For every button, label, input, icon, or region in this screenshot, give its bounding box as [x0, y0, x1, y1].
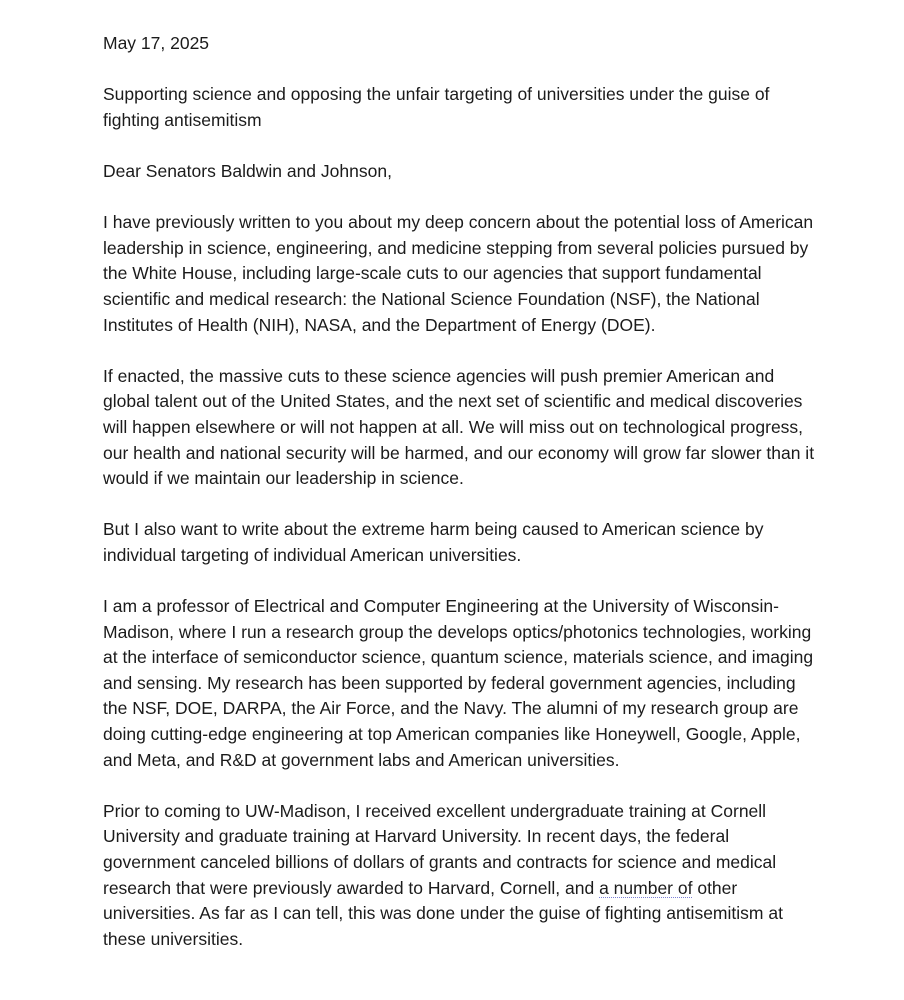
paragraph-text-start: Prior to coming to UW-Madison, I received excellent undergraduate training at Cornell University and graduate training at Harvard University. In recent days, the federal government canceled billions of dollars of grants and contracts for science and medical research that were previously awarded to Harvard, Cornell, and [103, 800, 777, 898]
a-number-of-link[interactable]: a number of [599, 877, 693, 898]
letter-salutation: Dear Senators Baldwin and Johnson, [103, 160, 392, 181]
paragraph-cuts-impact: If enacted, the massive cuts to these science agencies will push premier American and global talent out of the United States, and the next set of scientific and medical discoveries will happen elsewhere or will not happen at all. We will miss out on technological progress, our health and national security will be harmed, and our economy will grow far slower than it would if we maintain our leadership in science. [103, 365, 815, 489]
paragraph-text-end: other universities. As far as I can tell, this was done under the guise of fighting antisemitism at these universities. [103, 877, 783, 949]
paragraph-university-targeting: But I also want to write about the extreme harm being caused to American science by individual targeting of individual American universities. [103, 519, 764, 565]
paragraph-education-and-cancellations [103, 799, 815, 953]
letter-body [103, 31, 815, 978]
paragraph-author-background: I am a professor of Electrical and Computer Engineering at the University of Wisconsin-Madison, where I run a research group the develops optics/photonics technologies, working at the interface of semiconductor science, quantum science, materials science, and imaging and sensing. My research has been supported by federal government agencies, including the NSF, DOE, DARPA, the Air Force, and the Navy. The alumni of my research group are doing cutting-edge engineering at top American companies like Honeywell, Google, Apple, and Meta, and R&D at government labs and American universities. [103, 596, 814, 770]
letter-date: May 17, 2025 [103, 33, 210, 53]
paragraph-previous-letter: I have previously written to you about my deep concern about the potential loss of American leadership in science, engineering, and medicine stepping from several policies pursued by the White House, including large-scale cuts to our agencies that support fundamental scientific and medical research: the National Science Foundation (NSF), the National Institutes of Health (NIH), NASA, and the Department of Energy (DOE). [103, 212, 814, 335]
letter-subject: Supporting science and opposing the unfair targeting of universities under the guise of fighting antisemitism [103, 84, 770, 130]
